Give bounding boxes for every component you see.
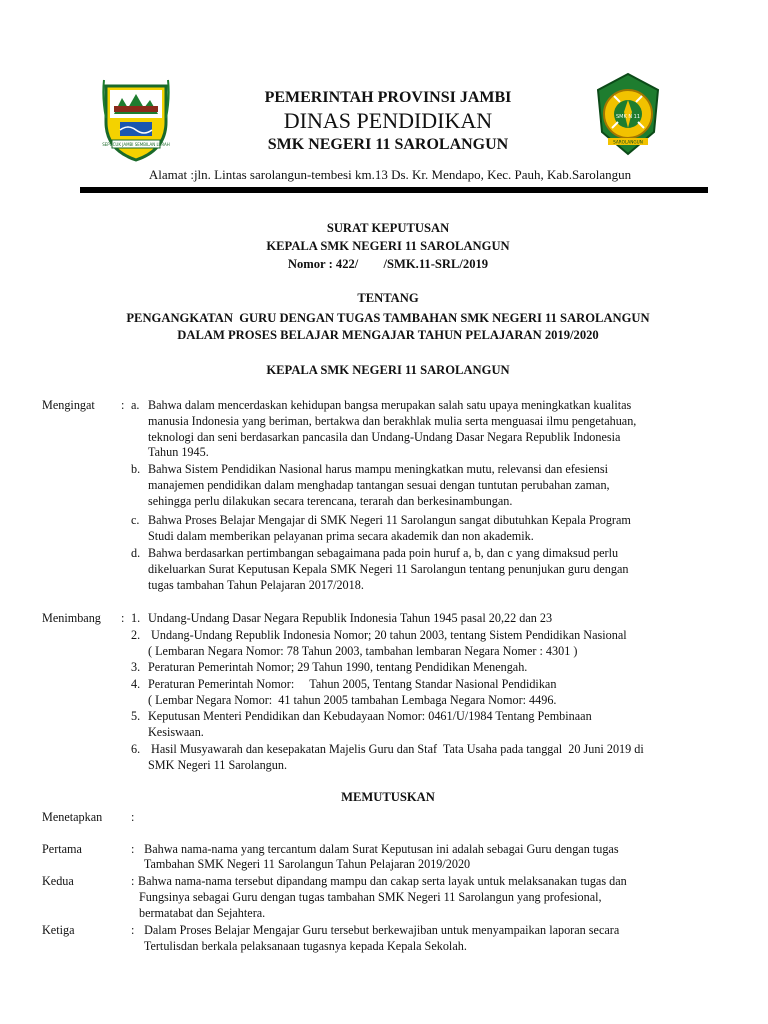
address-line: Alamat :jln. Lintas sarolangun-tembesi km.13 Ds. Kr. Mendapo, Kec. Pauh, Kab.Sarolangun xyxy=(148,167,632,182)
kedua-line: Fungsinya sebagai Guru dengan tugas tambahan SMK Negeri 11 Sarolangun yang profesional, xyxy=(139,890,602,904)
kedua-label: Kedua xyxy=(42,874,74,888)
pertama-label: Pertama xyxy=(42,842,82,856)
item-line: Peraturan Pemerintah Nomor: Tahun 2005, Tentang Standar Nasional Pendidikan xyxy=(148,677,557,691)
pertama-colon: : xyxy=(131,842,135,856)
mengingat-label: Mengingat xyxy=(42,398,95,412)
doc-about-heading: TENTANG xyxy=(357,291,419,305)
item-line: SMK Negeri 11 Sarolangun. xyxy=(148,758,288,772)
province-heading: PEMERINTAH PROVINSI JAMBI xyxy=(264,89,512,106)
item-line: Peraturan Pemerintah Nomor; 29 Tahun 1990, tentang Pendidikan Menengah. xyxy=(148,660,528,674)
ketiga-colon: : xyxy=(131,923,135,937)
emblem-school-location: SAROLANGUN xyxy=(613,139,643,145)
emblem-motto: SEPUCUK JAMBI SEMBILAN LURAH xyxy=(102,142,170,147)
menetapkan-label: Menetapkan xyxy=(42,810,103,824)
kedua-colon: : xyxy=(131,874,135,888)
item-line: Undang-Undang Dasar Negara Republik Indonesia Tahun 1945 pasal 20,22 dan 23 xyxy=(148,611,553,625)
doc-title: SURAT KEPUTUSAN xyxy=(326,221,450,235)
pertama-line: Bahwa nama-nama yang tercantum dalam Surat Keputusan ini adalah sebagai Guru dengan tugas xyxy=(138,842,619,856)
item-line: Hasil Musyawarah dan kesepakatan Majelis Guru dan Staf Tata Usaha pada tanggal 20 Juni 2019 di xyxy=(148,742,644,756)
item-marker: 4. xyxy=(131,677,141,691)
item-marker: 6. xyxy=(131,742,141,756)
kedua-line: bermatabat dan Sejahtera. xyxy=(139,906,266,920)
item-line: manajemen pendidikan dalam menghadap tantangan sesuai dengan tuntutan perubahan zaman, xyxy=(148,478,610,492)
emblem-school-name: SMK N 11 xyxy=(615,114,641,120)
item-marker: d. xyxy=(131,546,141,560)
item-marker: a. xyxy=(131,398,140,412)
doc-subject-line-2: DALAM PROSES BELAJAR MENGAJAR TAHUN PELAJARAN 2019/2020 xyxy=(177,328,599,342)
item-line: Tahun 1945. xyxy=(148,445,209,459)
doc-subject-line-1: PENGANGKATAN GURU DENGAN TUGAS TAMBAHAN SMK NEGERI 11 SAROLANGUN xyxy=(126,311,650,325)
item-line: manusia Indonesia yang beriman, bertakwa dan berakhlak mulia serta menguasai ilmu pengetahuan, xyxy=(148,414,637,428)
department-heading: DINAS PENDIDIKAN xyxy=(283,108,493,133)
menimbang-label: Menimbang xyxy=(42,611,101,625)
item-line: Undang-Undang Republik Indonesia Nomor; 20 tahun 2003, tentang Sistem Pendidikan Nasional xyxy=(148,628,627,642)
kedua-line: Bahwa nama-nama tersebut dipandang mampu dan cakap serta layak untuk melaksanakan tugas dan xyxy=(135,874,627,888)
item-marker: 5. xyxy=(131,709,141,723)
item-marker: c. xyxy=(131,513,140,527)
school-heading: SMK NEGERI 11 SAROLANGUN xyxy=(267,136,509,153)
item-line: teknologi dan seni berdasarkan pancasila dan Undang-Undang Dasar Negara Republik Indonesia xyxy=(148,430,621,444)
item-marker: 1. xyxy=(131,611,141,625)
item-line: Keputusan Menteri Pendidikan dan Kebudayaan Nomor: 0461/U/1984 Tentang Pembinaan xyxy=(148,709,592,723)
item-line: Bahwa Proses Belajar Mengajar di SMK Negeri 11 Sarolangun sangat dibutuhkan Kepala Program xyxy=(148,513,631,527)
menimbang-colon: : xyxy=(121,611,125,625)
doc-issuer-title: KEPALA SMK NEGERI 11 SAROLANGUN xyxy=(266,239,510,253)
mengingat-colon: : xyxy=(121,398,125,412)
item-line: dikeluarkan Surat Keputusan Kepala SMK Negeri 11 Sarolangun tentang penunjukan guru dengan xyxy=(148,562,629,576)
decision-heading: MEMUTUSKAN xyxy=(341,790,435,804)
item-line: tugas tambahan Tahun Pelajaran 2017/2018. xyxy=(148,578,364,592)
item-line: ( Lembaran Negara Nomor: 78 Tahun 2003, tambahan lembaran Negara Nomer : 4301 ) xyxy=(148,644,578,658)
ketiga-line: Tertulisdan berkala pelaksanaan tugasnya kepada Kepala Sekolah. xyxy=(138,939,467,953)
ketiga-line: Dalam Proses Belajar Mengajar Guru tersebut berkewajiban untuk menyampaikan laporan secara xyxy=(138,923,620,937)
item-line: Kesiswaan. xyxy=(148,725,204,739)
item-marker: b. xyxy=(131,462,141,476)
item-line: sehingga perlu dilakukan secara terencana, terarah dan berkesinambungan. xyxy=(148,494,513,508)
ketiga-label: Ketiga xyxy=(42,923,75,937)
header-divider xyxy=(80,187,708,193)
item-line: ( Lembar Negara Nomor: 41 tahun 2005 tambahan Lembaga Negara Nomor: 4496. xyxy=(148,693,557,707)
item-line: Bahwa dalam mencerdaskan kehidupan bangsa merupakan salah satu upaya meningkatkan kualitas xyxy=(148,398,632,412)
item-line: Studi dalam memberikan pelayanan prima secara akademik dan non akademik. xyxy=(148,529,534,543)
doc-number: Nomor : 422/ /SMK.11-SRL/2019 xyxy=(287,257,489,271)
item-line: Bahwa Sistem Pendidikan Nasional harus mampu meningkatkan mutu, relevansi dan efesiensi xyxy=(148,462,608,476)
pertama-line: Tambahan SMK Negeri 11 Sarolangun Tahun Pelajaran 2019/2020 xyxy=(138,857,471,871)
item-marker: 3. xyxy=(131,660,141,674)
menetapkan-colon: : xyxy=(131,810,135,824)
doc-issuer-heading: KEPALA SMK NEGERI 11 SAROLANGUN xyxy=(266,363,510,377)
item-marker: 2. xyxy=(131,628,141,642)
item-line: Bahwa berdasarkan pertimbangan sebagaimana pada poin huruf a, b, dan c yang dimaksud perlu xyxy=(148,546,619,560)
